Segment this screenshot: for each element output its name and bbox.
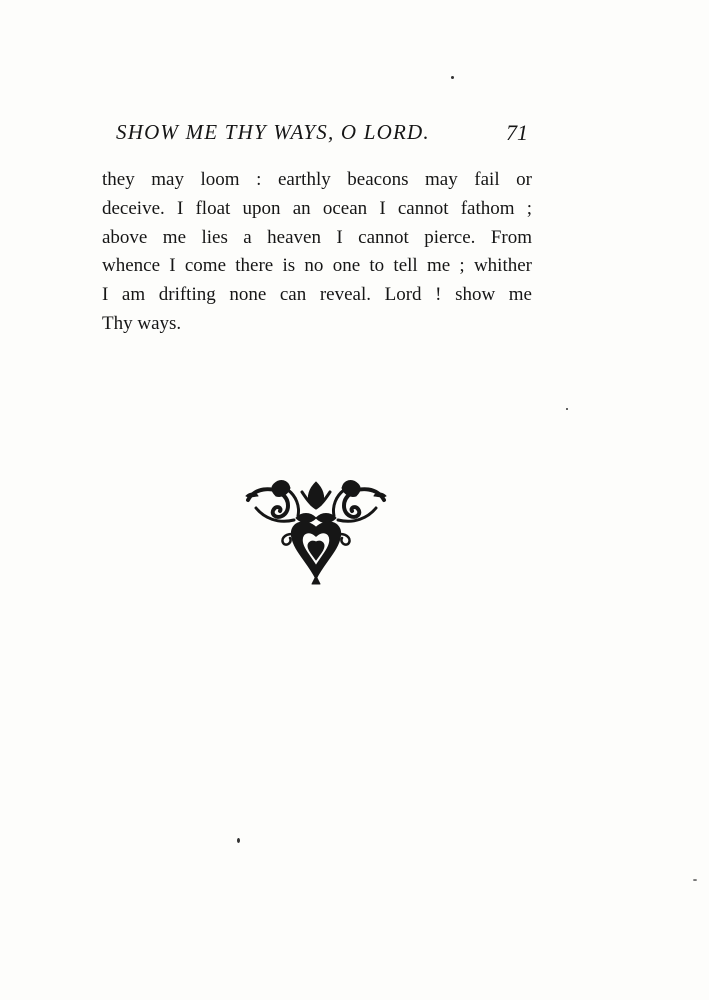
paper-speck: [237, 838, 240, 843]
text-line: above me lies a heaven I cannot pierce. From: [102, 226, 532, 248]
paper-speck: [451, 76, 454, 79]
page-number: 71: [506, 120, 528, 145]
running-head: [116, 120, 536, 150]
body-paragraph: [102, 166, 532, 339]
text-line: Thy ways.: [102, 312, 182, 334]
text-line: they may loom : earthly beacons may fail or: [102, 169, 532, 190]
paper-speck: [566, 408, 568, 410]
text-line: whence I come there is no one to tell me ; whither: [102, 255, 532, 277]
text-line: I am drifting none can reveal. Lord ! show me: [102, 284, 532, 306]
text-line: deceive. I float upon an ocean I cannot fathom ;: [102, 197, 532, 219]
floral-tailpiece-icon: [244, 478, 388, 586]
paper-speck: [693, 879, 697, 881]
running-title: SHOW ME THY WAYS, O LORD.: [116, 120, 430, 144]
